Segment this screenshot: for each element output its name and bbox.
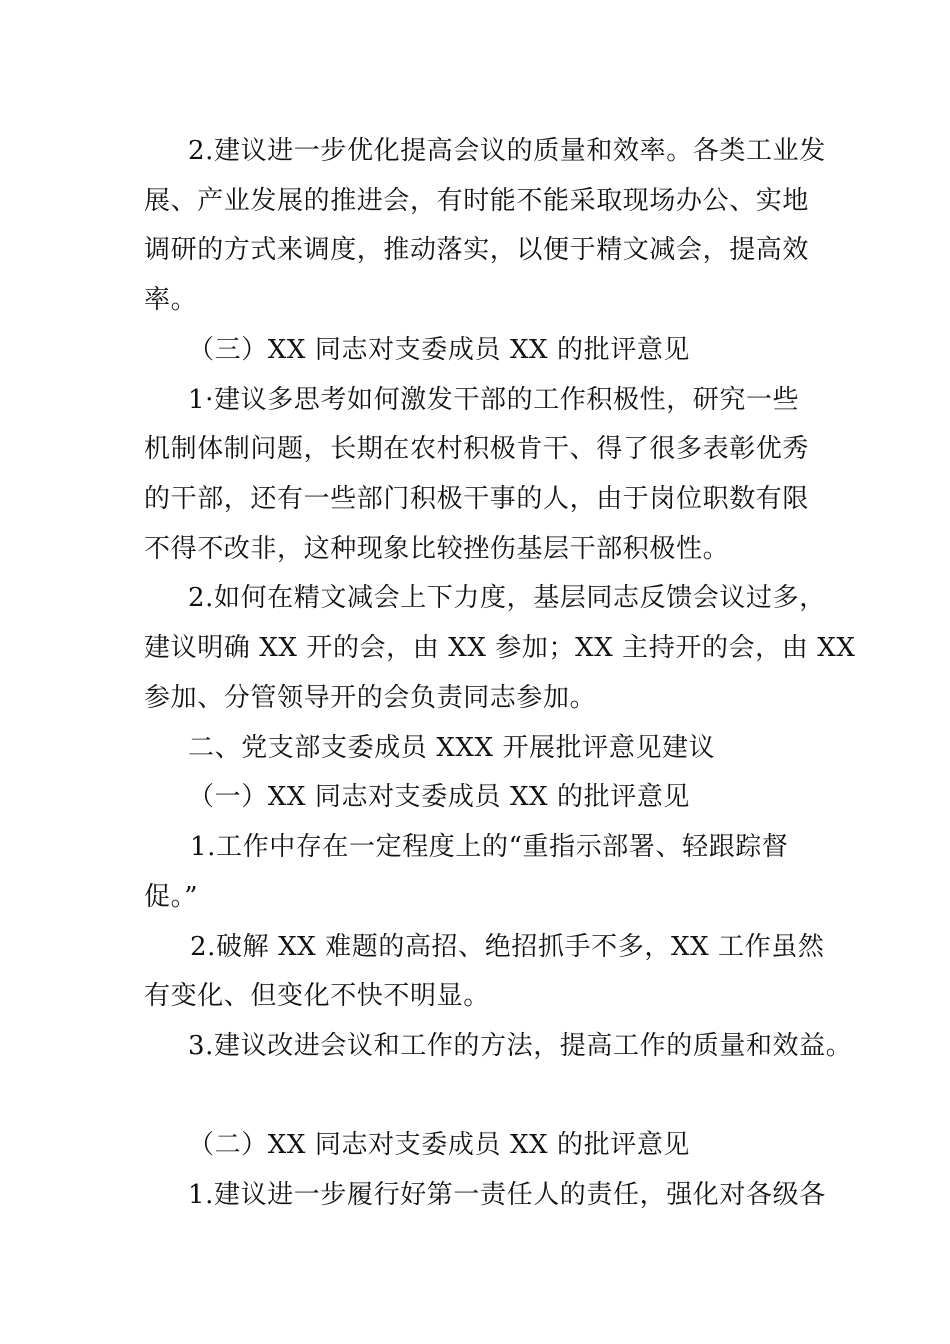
paragraph-line: 1·建议多思考如何激发干部的工作积极性，研究一些: [188, 385, 800, 415]
paragraph-line: 2.如何在精文减会上下力度，基层同志反馈会议过多，: [188, 583, 826, 613]
paragraph-line: 2.破解 XX 难题的高招、绝招抓手不多，XX 工作虽然: [190, 932, 825, 962]
paragraph-line: 参加、分管领导开的会负责同志参加。: [144, 683, 597, 713]
paragraph-line: 率。: [144, 285, 198, 315]
paragraph-line: 1.建议进一步履行好第一责任人的责任，强化对各级各: [188, 1180, 826, 1210]
section-heading: （三）XX 同志对支委成员 XX 的批评意见: [188, 335, 691, 365]
section-heading: （二）XX 同志对支委成员 XX 的批评意见: [188, 1130, 691, 1160]
paragraph-line: 展、产业发展的推进会，有时能不能采取现场办公、实地: [144, 186, 810, 216]
paragraph-line: 有变化、但变化不快不明显。: [144, 981, 490, 1011]
paragraph-line: 2.建议进一步优化提高会议的质量和效率。各类工业发: [188, 136, 826, 166]
paragraph-line: 调研的方式来调度，推动落实，以便于精文减会，提高效: [144, 235, 810, 265]
paragraph-line: 1.工作中存在一定程度上的“重指示部署、轻跟踪督: [190, 832, 789, 862]
paragraph-line: 不得不改非，这种现象比较挫伤基层干部积极性。: [144, 534, 730, 564]
section-heading: 二、党支部支委成员 XXX 开展批评意见建议: [188, 733, 716, 763]
paragraph-line: 的干部，还有一些部门积极干事的人，由于岗位职数有限: [144, 484, 810, 514]
paragraph-line: 3.建议改进会议和工作的方法，提高工作的质量和效益。: [188, 1031, 853, 1061]
paragraph-line: 促。”: [144, 882, 199, 912]
section-heading: （一）XX 同志对支委成员 XX 的批评意见: [188, 782, 691, 812]
paragraph-line: 机制体制问题，长期在农村积极肯干、得了很多表彰优秀: [144, 434, 810, 464]
paragraph-line: 建议明确 XX 开的会，由 XX 参加；XX 主持开的会，由 XX: [144, 633, 856, 663]
